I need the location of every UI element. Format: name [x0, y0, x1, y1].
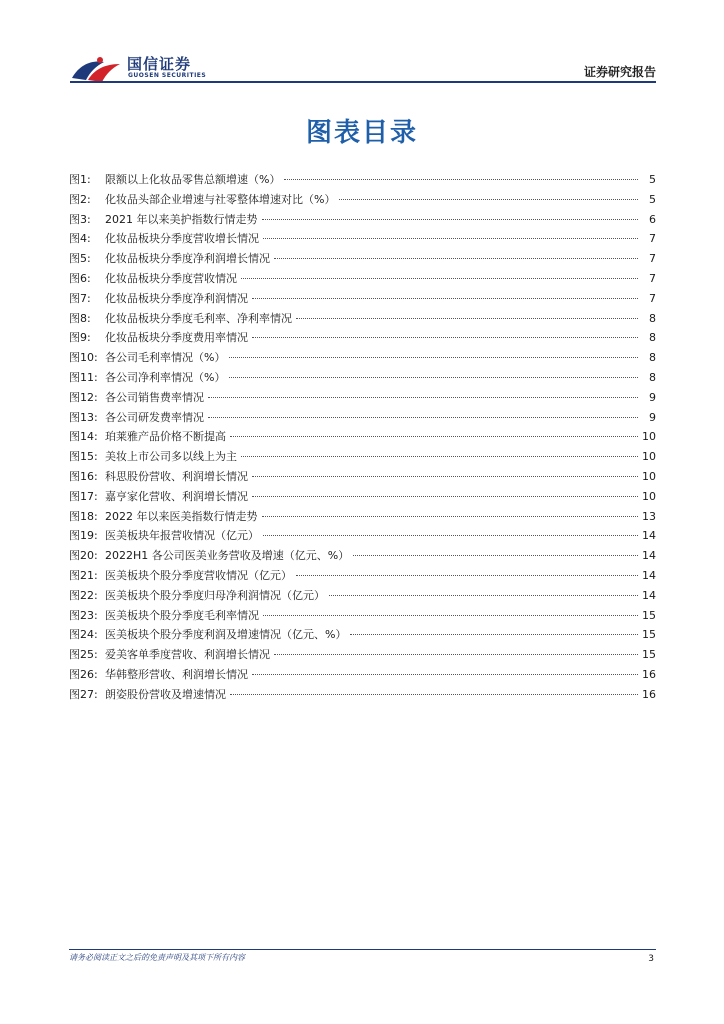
toc-entry-label: 图2:	[69, 192, 91, 206]
toc-dot-leader	[252, 297, 638, 299]
toc-entry-label: 图23:	[69, 608, 98, 622]
toc-entry-label: 图7:	[69, 291, 91, 305]
toc-entry[interactable]	[69, 467, 656, 487]
toc-entry-page: 8	[649, 351, 656, 365]
toc-entry-page: 9	[649, 390, 656, 404]
toc-dot-leader	[274, 257, 638, 259]
footer-disclaimer: 请务必阅读正文之后的免责声明及其项下所有内容	[69, 953, 245, 962]
toc-entry-title: 2021 年以来美护指数行情走势	[105, 212, 258, 226]
toc-entry[interactable]	[69, 546, 656, 566]
toc-entry-page: 14	[642, 568, 656, 582]
toc-entry[interactable]	[69, 348, 656, 368]
toc-entry-page: 10	[642, 450, 656, 464]
toc-entry-page: 13	[642, 509, 656, 523]
toc-entry[interactable]	[69, 170, 656, 190]
toc-entry-label: 图22:	[69, 588, 98, 602]
toc-entry-label: 图4:	[69, 232, 91, 246]
toc-dot-leader	[296, 317, 638, 319]
toc-entry-page: 8	[649, 370, 656, 384]
toc-entry-label: 图13:	[69, 410, 98, 424]
toc-entry-title: 华韩整形营收、利润增长情况	[105, 667, 248, 681]
toc-entry-label: 图25:	[69, 648, 98, 662]
toc-entry-page: 16	[642, 667, 656, 681]
toc-dot-leader	[262, 515, 639, 517]
toc-entry[interactable]	[69, 586, 656, 606]
toc-entry-label: 图5:	[69, 252, 91, 266]
toc-entry-label: 图17:	[69, 489, 98, 503]
toc-entry[interactable]	[69, 685, 656, 705]
footer-divider	[69, 949, 656, 950]
toc-entry[interactable]	[69, 427, 656, 447]
toc-entry[interactable]	[69, 249, 656, 269]
toc-entry-page: 7	[649, 232, 656, 246]
toc-entry-label: 图12:	[69, 390, 98, 404]
toc-entry-title: 嘉亨家化营收、利润增长情况	[105, 489, 248, 503]
toc-entry-label: 图8:	[69, 311, 91, 325]
page-header	[0, 0, 724, 90]
toc-entry-page: 8	[649, 311, 656, 325]
toc-entry-page: 15	[642, 608, 656, 622]
toc-entry-title: 化妆品板块分季度净利润增长情况	[105, 252, 270, 266]
toc-entry-label: 图24:	[69, 628, 98, 642]
toc-entry-title: 化妆品板块分季度净利润情况	[105, 291, 248, 305]
toc-dot-leader	[274, 653, 638, 655]
toc-entry-title: 2022H1 各公司医美业务营收及增速（亿元、%）	[105, 549, 350, 563]
toc-dot-leader	[339, 198, 638, 200]
toc-dot-leader	[241, 455, 638, 457]
toc-dot-leader	[263, 237, 638, 239]
toc-entry-page: 16	[642, 687, 656, 701]
toc-entry-page: 14	[642, 549, 656, 563]
toc-dot-leader	[263, 614, 638, 616]
toc-entry-page: 14	[642, 588, 656, 602]
toc-entry-title: 各公司毛利率情况（%）	[105, 351, 226, 365]
toc-dot-leader	[252, 475, 638, 477]
toc-dot-leader	[263, 534, 638, 536]
toc-entry-label: 图18:	[69, 509, 98, 523]
toc-entry-label: 图14:	[69, 430, 98, 444]
toc-entry-page: 6	[649, 212, 656, 226]
toc-entry[interactable]	[69, 190, 656, 210]
toc-entry[interactable]	[69, 388, 656, 408]
toc-entry-label: 图27:	[69, 687, 98, 701]
toc-dot-leader	[296, 574, 638, 576]
header-divider	[70, 81, 656, 83]
toc-entry-page: 10	[642, 430, 656, 444]
toc-entry-title: 化妆品板块分季度营收增长情况	[105, 232, 259, 246]
brand-name-english: GUOSEN SECURITIES	[128, 72, 207, 79]
toc-entry-page: 15	[642, 648, 656, 662]
report-type-label: 证券研究报告	[583, 65, 656, 79]
toc-entry-label: 图3:	[69, 212, 91, 226]
toc-dot-leader	[229, 376, 638, 378]
toc-entry[interactable]	[69, 665, 656, 685]
toc-entry-page: 7	[649, 271, 656, 285]
toc-entry-page: 15	[642, 628, 656, 642]
toc-entry-page: 5	[649, 192, 656, 206]
toc-entry[interactable]	[69, 269, 656, 289]
toc-entry-label: 图21:	[69, 568, 98, 582]
guosen-logo-icon	[70, 54, 122, 84]
toc-entry-page: 8	[649, 331, 656, 345]
toc-entry-label: 图11:	[69, 370, 98, 384]
toc-entry-title: 美妆上市公司多以线上为主	[105, 450, 237, 464]
toc-dot-leader	[230, 435, 638, 437]
toc-dot-leader	[252, 336, 638, 338]
toc-entry[interactable]	[69, 447, 656, 467]
toc-entry-title: 医美板块个股分季度营收情况（亿元）	[105, 568, 292, 582]
toc-entry-title: 医美板块年报营收情况（亿元）	[105, 529, 259, 543]
toc-entry-title: 化妆品板块分季度费用率情况	[105, 331, 248, 345]
toc-dot-leader	[208, 396, 638, 398]
toc-entry-label: 图20:	[69, 549, 98, 563]
page-number: 3	[648, 954, 654, 964]
toc-entry-title: 2022 年以来医美指数行情走势	[105, 509, 258, 523]
toc-entry[interactable]	[69, 625, 656, 645]
toc-entry-label: 图1:	[69, 173, 91, 186]
toc-entry[interactable]	[69, 210, 656, 230]
toc-dot-leader	[252, 495, 638, 497]
toc-entry-page: 7	[649, 291, 656, 305]
toc-entry[interactable]	[69, 526, 656, 546]
toc-entry-label: 图10:	[69, 351, 98, 365]
toc-entry-label: 图16:	[69, 469, 98, 483]
toc-entry-title: 各公司销售费率情况	[105, 390, 204, 404]
toc-entry-label: 图6:	[69, 271, 91, 285]
table-of-figures	[69, 170, 656, 705]
toc-entry[interactable]	[69, 408, 656, 428]
toc-dot-leader	[229, 356, 638, 358]
toc-entry[interactable]	[69, 289, 656, 309]
toc-dot-leader	[262, 218, 639, 220]
toc-entry-page: 7	[649, 252, 656, 266]
toc-entry-title: 爱美客单季度营收、利润增长情况	[105, 648, 270, 662]
toc-entry-title: 医美板块个股分季度毛利率情况	[105, 608, 259, 622]
toc-entry[interactable]	[69, 229, 656, 249]
toc-entry-title: 各公司研发费率情况	[105, 410, 204, 424]
toc-dot-leader	[252, 673, 638, 675]
toc-dot-leader	[230, 693, 638, 695]
toc-entry-page: 9	[649, 410, 656, 424]
toc-entry-page: 10	[642, 469, 656, 483]
toc-entry-label: 图19:	[69, 529, 98, 543]
toc-entry[interactable]	[69, 328, 656, 348]
toc-entry-label: 图9:	[69, 331, 91, 345]
toc-entry[interactable]	[69, 309, 656, 329]
toc-dot-leader	[208, 416, 638, 418]
toc-entry-label: 图26:	[69, 667, 98, 681]
toc-entry[interactable]	[69, 487, 656, 507]
toc-dot-leader	[350, 633, 638, 635]
toc-entry-title: 朗姿股份营收及增速情况	[105, 687, 226, 701]
page-title: 图表目录	[305, 118, 418, 148]
toc-entry[interactable]	[69, 645, 656, 665]
toc-entry-title: 各公司净利率情况（%）	[105, 370, 226, 384]
toc-entry-page: 14	[642, 529, 656, 543]
toc-entry-title: 医美板块个股分季度归母净利润情况（亿元）	[105, 588, 325, 602]
toc-entry-title: 化妆品板块分季度毛利率、净利率情况	[105, 311, 292, 325]
toc-dot-leader	[241, 277, 638, 279]
toc-entry-label: 图15:	[69, 450, 98, 464]
toc-entry-title: 医美板块个股分季度利润及增速情况（亿元、%）	[105, 628, 347, 642]
toc-entry-page: 10	[642, 489, 656, 503]
toc-entry-title: 科思股份营收、利润增长情况	[105, 469, 248, 483]
toc-entry-title: 限额以上化妆品零售总额增速（%）	[105, 173, 281, 186]
toc-entry[interactable]	[69, 606, 656, 626]
toc-dot-leader	[353, 554, 638, 556]
toc-entry[interactable]	[69, 368, 656, 388]
toc-entry-title: 珀莱雅产品价格不断提高	[105, 430, 226, 444]
toc-dot-leader	[329, 594, 638, 596]
toc-entry[interactable]	[69, 507, 656, 527]
toc-dot-leader	[284, 178, 638, 180]
toc-entry[interactable]	[69, 566, 656, 586]
toc-entry-page: 5	[649, 173, 656, 186]
brand-name: 国信证券	[127, 55, 192, 73]
toc-entry-title: 化妆品头部企业增速与社零整体增速对比（%）	[105, 192, 336, 206]
toc-entry-title: 化妆品板块分季度营收情况	[105, 271, 237, 285]
